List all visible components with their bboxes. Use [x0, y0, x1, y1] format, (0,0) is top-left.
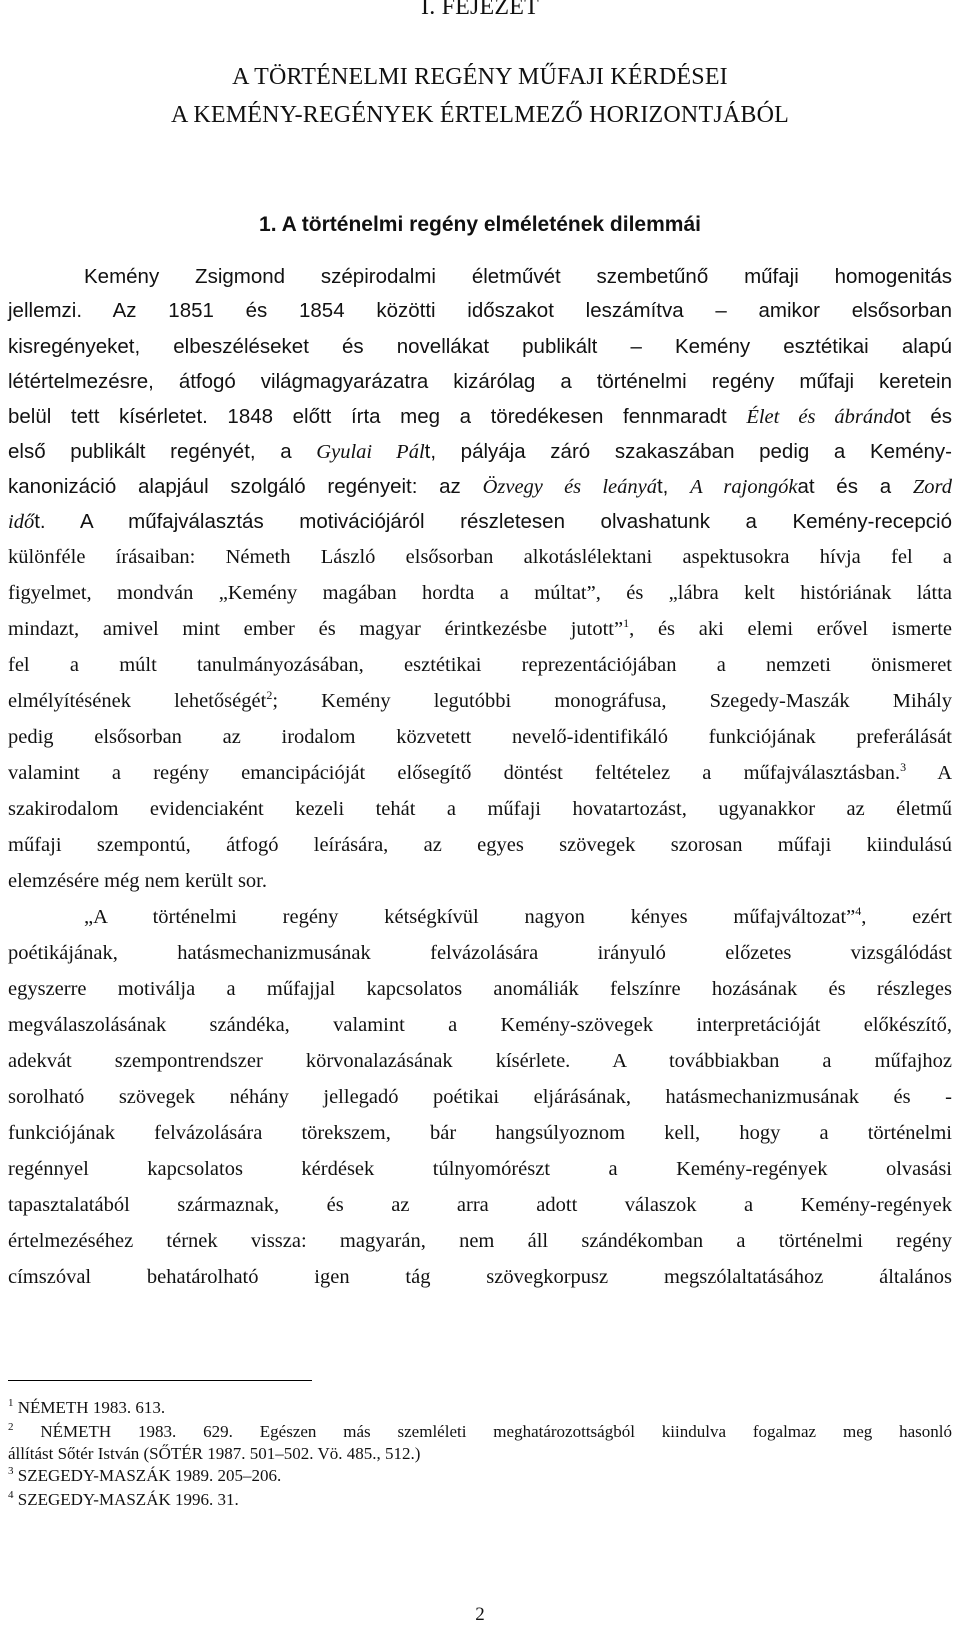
text-run: mindazt, amivel mint ember és magyar érintkezésbe jutott”	[8, 618, 624, 640]
footnote-number: 2	[8, 1421, 14, 1433]
body-line	[8, 405, 952, 429]
footnote-continuation: állítást Sőtér István (SŐTÉR 1987. 501–502. Vö. 485., 512.)	[8, 1444, 421, 1463]
body-line: egyszerre motiválja a műfajjal kapcsolatos anomáliák felszínre hozásának és részleges	[8, 978, 952, 1000]
body-line: fel a múlt tanulmányozásában, esztétikai reprezentációjában a nemzeti önismeret	[8, 654, 952, 676]
chapter-title-line-1: A TÖRTÉNELMI REGÉNY MŰFAJI KÉRDÉSEI	[232, 64, 728, 90]
body-line: sorolható szövegek néhány jellegadó poétikai eljárásának, hatásmechanizmusának és -	[8, 1086, 952, 1108]
footnote-number: 3	[8, 1465, 14, 1477]
text-run: belül tett kísérletet. 1848 előtt írta meg a töredékesen fennmaradt	[8, 405, 747, 428]
text-run: , és aki elemi erővel ismerte	[629, 618, 953, 640]
text-run: ot és	[893, 405, 953, 428]
footnote-number: 1	[8, 1397, 14, 1409]
footnote-text: NÉMETH 1983. 613.	[13, 1398, 166, 1417]
body-line: címszóval behatárolható igen tág szövegkorpusz megszólaltatásához általános	[8, 1266, 952, 1288]
body-line	[8, 440, 952, 464]
body-line: jellemzi. Az 1851 és 1854 közötti időszakot leszámítva – amikor elsősorban	[8, 299, 952, 322]
text-run: at és a	[797, 475, 913, 498]
body-line	[8, 510, 952, 534]
body-line: adekvát szempontrendszer körvonalazásának kísérlete. A továbbiakban a műfajhoz	[8, 1050, 952, 1072]
work-title: idő	[8, 511, 35, 533]
body-line: műfaji szempontú, átfogó leírására, az egyes szövegek szorosan műfaji kiindulású	[8, 834, 952, 856]
page-number: 2	[475, 1604, 485, 1625]
body-line: elemzésére még nem került sor.	[8, 870, 267, 892]
text-run: , ezért	[861, 906, 952, 928]
body-line: poétikájának, hatásmechanizmusának felvázolására irányuló előzetes vizsgálódást	[8, 942, 952, 964]
chapter-title-line-2: A KEMÉNY-REGÉNYEK ÉRTELMEZŐ HORIZONTJÁBÓL	[170, 102, 790, 128]
footnote-number: 4	[8, 1489, 14, 1501]
body-line	[84, 906, 952, 929]
text-run: ; Kemény legutóbbi monográfusa, Szegedy-Maszák Mihály	[272, 690, 952, 712]
body-line: értelmezéséhez térnek vissza: magyarán, nem áll szándékomban a történelmi regény	[8, 1230, 952, 1252]
text-run: A	[906, 762, 952, 784]
footnote	[8, 1398, 952, 1418]
body-line: különféle írásaiban: Németh László elsősorban alkotáslélektani aspektusokra hívja fel a	[8, 546, 952, 568]
footnote-ref: 2	[266, 688, 273, 702]
footnote-ref: 1	[623, 616, 630, 630]
section-title: 1. A történelmi regény elméletének dilemmái	[259, 213, 701, 236]
body-line: Kemény Zsigmond szépirodalmi életművét szembetűnő műfaji homogenitás	[84, 265, 952, 288]
chapter-label: I. FEJEZET	[421, 0, 539, 20]
footnote	[8, 1490, 952, 1510]
work-title: Élet és ábránd	[746, 406, 894, 428]
body-line: megválaszolásának szándéka, valamint a Kemény-szövegek interpretációját előkészítő,	[8, 1014, 952, 1036]
text-run: t. A műfajválasztás motivációjáról részletesen olvashatunk a Kemény-recepció	[34, 510, 952, 533]
footnote-ref: 3	[900, 760, 907, 774]
text-run: elmélyítésének lehetőségét	[8, 690, 267, 712]
footnote-text: SZEGEDY-MASZÁK 1996. 31.	[13, 1490, 239, 1509]
work-title: A rajongók	[690, 476, 798, 498]
text-run: t, pályája záró szakaszában pedig a Kemény-	[424, 440, 953, 463]
text-run: t,	[656, 475, 691, 498]
body-line: létértelmezésre, átfogó világmagyarázatra kizárólag a történelmi regény műfaji keretein	[8, 370, 952, 393]
body-line: szakirodalom evidenciaként kezeli tehát a műfaji hovatartozást, ugyanakkor az életmű	[8, 798, 952, 820]
body-line: tapasztalatából származnak, és az arra adott válaszok a Kemény-regények	[8, 1194, 952, 1216]
footnote-text: SZEGEDY-MASZÁK 1989. 205–206.	[13, 1466, 282, 1485]
text-run: kanonizáció alapjául szolgáló regényeit: az	[8, 475, 483, 498]
work-title: Özvegy és leányá	[482, 476, 657, 498]
footnote-ref: 4	[855, 904, 862, 918]
text-run: „A történelmi regény kétségkívül nagyon kényes műfajváltozat”	[84, 906, 856, 928]
footnote	[8, 1466, 952, 1486]
body-line: figyelmet, mondván „Kemény magában hordta a múltat”, és „lábra kelt históriának látta	[8, 582, 952, 604]
body-line	[8, 762, 952, 785]
footnote-text: NÉMETH 1983. 629. Egészen más szemléleti meghatározottságból kiindulva fogalmaz meg hasonló	[13, 1422, 952, 1441]
body-line: pedig elsősorban az irodalom közvetett nevelő-identifikáló funkciójának preferálását	[8, 726, 952, 748]
footnote	[8, 1422, 952, 1442]
footnote-divider	[8, 1380, 312, 1381]
body-line	[8, 690, 952, 713]
body-line: funkciójának felvázolására törekszem, bár hangsúlyoznom kell, hogy a történelmi	[8, 1122, 952, 1144]
work-title: Gyulai Pál	[316, 441, 425, 463]
body-line: kisregényeket, elbeszéléseket és novellákat publikált – Kemény esztétikai alapú	[8, 335, 952, 358]
body-line: regénnyel kapcsolatos kérdések túlnyomórészt a Kemény-regények olvasási	[8, 1158, 952, 1180]
body-line	[8, 475, 952, 499]
text-run: első publikált regényét, a	[8, 440, 317, 463]
body-line	[8, 618, 952, 641]
work-title: Zord	[912, 476, 952, 498]
text-run: valamint a regény emancipációját elősegítő döntést feltételez a műfajválasztásban.	[8, 762, 901, 784]
